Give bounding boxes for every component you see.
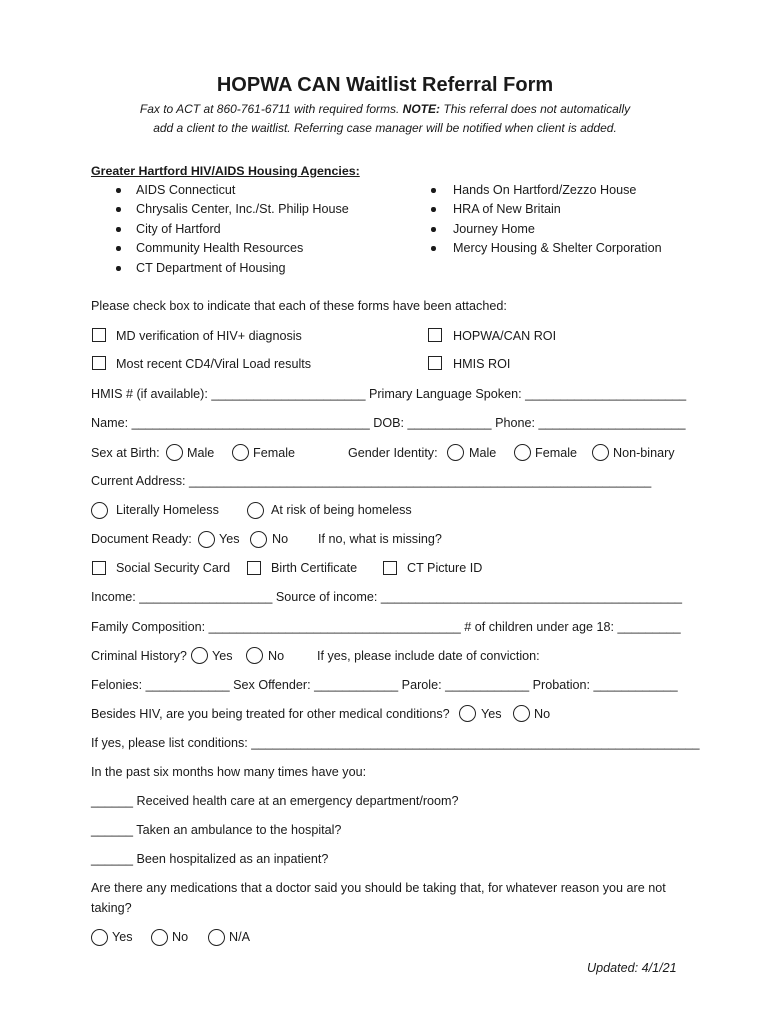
bullet-icon xyxy=(431,207,436,212)
bullet-icon xyxy=(431,188,436,193)
other-conditions-yes-label: Yes xyxy=(481,707,502,721)
hmis-roi-label: HMIS ROI xyxy=(453,357,511,371)
criminal-history-label: Criminal History? xyxy=(91,649,187,663)
criminal-no-label: No xyxy=(268,649,285,663)
family-composition-field[interactable]: Family Composition: ____________________________________ # of children under age 18: _________ xyxy=(91,620,681,634)
past-six-months-label: In the past six months how many times have you: xyxy=(91,765,367,779)
at-risk-label: At risk of being homeless xyxy=(271,503,412,517)
criminal-yes-label: Yes xyxy=(212,649,233,663)
agency-item: Chrysalis Center, Inc./St. Philip House xyxy=(136,202,349,216)
agency-item: Community Health Resources xyxy=(136,241,304,255)
doc-ready-no-label: No xyxy=(272,532,289,546)
bullet-icon xyxy=(116,266,121,271)
felonies-field[interactable]: Felonies: ____________ Sex Offender: ____________ Parole: ____________ Probation: ____________ xyxy=(91,678,678,692)
medications-na-label: N/A xyxy=(229,930,250,944)
other-conditions-label: Besides HIV, are you being treated for other medical conditions? xyxy=(91,707,450,721)
attach-instruction: Please check box to indicate that each of these forms have been attached: xyxy=(91,299,507,313)
criminal-yes-radio[interactable] xyxy=(191,647,208,664)
gender-identity-label: Gender Identity: xyxy=(348,446,438,460)
current-address-field[interactable]: Current Address: __________________________________________________________________ xyxy=(91,474,652,488)
literally-homeless-radio[interactable] xyxy=(91,502,108,519)
birth-cert-label: Birth Certificate xyxy=(271,561,358,575)
criminal-no-radio[interactable] xyxy=(246,647,263,664)
note-label: NOTE: xyxy=(402,102,441,116)
other-conditions-no-label: No xyxy=(534,707,551,721)
hopwa-roi-checkbox[interactable] xyxy=(428,328,442,342)
at-risk-radio[interactable] xyxy=(247,502,264,519)
medications-yes-radio[interactable] xyxy=(91,929,108,946)
sex-male-radio[interactable] xyxy=(166,444,183,461)
er-visits-field[interactable]: ______ Received health care at an emergency department/room? xyxy=(91,794,459,808)
ct-id-checkbox[interactable] xyxy=(383,561,397,575)
md-verification-label: MD verification of HIV+ diagnosis xyxy=(116,329,302,343)
income-field[interactable]: Income: ___________________ Source of income: ___________________________________________ xyxy=(91,590,683,604)
inpatient-field[interactable]: ______ Been hospitalized as an inpatient? xyxy=(91,852,329,866)
gender-nonbinary-label: Non-binary xyxy=(613,446,675,460)
sex-male-label: Male xyxy=(187,446,215,460)
agency-item: City of Hartford xyxy=(136,222,221,236)
gender-nonbinary-radio[interactable] xyxy=(592,444,609,461)
gender-female-label: Female xyxy=(535,446,577,460)
gender-male-label: Male xyxy=(469,446,497,460)
medications-no-radio[interactable] xyxy=(151,929,168,946)
hmis-roi-checkbox[interactable] xyxy=(428,356,442,370)
form-title: HOPWA CAN Waitlist Referral Form xyxy=(216,74,554,96)
form-subtitle-line1 xyxy=(0,100,770,119)
cd4-label: Most recent CD4/Viral Load results xyxy=(116,357,312,371)
agencies-heading: Greater Hartford HIV/AIDS Housing Agencies: xyxy=(91,164,360,178)
ambulance-field[interactable]: ______ Taken an ambulance to the hospital? xyxy=(91,823,342,837)
cd4-checkbox[interactable] xyxy=(92,356,106,370)
sex-female-label: Female xyxy=(253,446,295,460)
doc-ready-yes-label: Yes xyxy=(219,532,240,546)
name-dob-phone-field[interactable]: Name: __________________________________ DOB: ____________ Phone: _____________________ xyxy=(91,416,686,430)
medications-no-label: No xyxy=(172,930,189,944)
agency-item: AIDS Connecticut xyxy=(136,183,236,197)
document-ready-label: Document Ready: xyxy=(91,532,192,546)
gender-male-radio[interactable] xyxy=(447,444,464,461)
form-subtitle-line2: add a client to the waitlist. Referring case manager will be notified when client is added. xyxy=(153,121,617,135)
agency-item: Hands On Hartford/Zezzo House xyxy=(453,183,637,197)
other-conditions-yes-radio[interactable] xyxy=(459,705,476,722)
list-conditions-field[interactable]: If yes, please list conditions: ________________________________________________________________ xyxy=(91,736,700,750)
bullet-icon xyxy=(116,246,121,251)
bullet-icon xyxy=(116,227,121,232)
hmis-language-field[interactable]: HMIS # (if available): ______________________ Primary Language Spoken: _______________________ xyxy=(91,387,687,401)
bullet-icon xyxy=(116,207,121,212)
medications-question-line1: Are there any medications that a doctor said you should be taking that, for whatever reason you are not xyxy=(91,881,666,895)
medications-question-line2: taking? xyxy=(91,901,132,915)
ssc-label: Social Security Card xyxy=(116,561,231,575)
agency-item: Mercy Housing & Shelter Corporation xyxy=(453,241,662,255)
ssc-checkbox[interactable] xyxy=(92,561,106,575)
agency-item: Journey Home xyxy=(453,222,535,236)
if-no-missing-label: If no, what is missing? xyxy=(318,532,442,546)
agency-item: HRA of New Britain xyxy=(453,202,561,216)
literally-homeless-label: Literally Homeless xyxy=(116,503,219,517)
hopwa-roi-label: HOPWA/CAN ROI xyxy=(453,329,557,343)
subtitle-text: Fax to ACT at 860-761-6711 with required forms. xyxy=(139,102,400,116)
subtitle-text-2: This referral does not automatically xyxy=(443,102,631,116)
sex-at-birth-label: Sex at Birth: xyxy=(91,446,160,460)
sex-female-radio[interactable] xyxy=(232,444,249,461)
doc-ready-yes-radio[interactable] xyxy=(198,531,215,548)
medications-na-radio[interactable] xyxy=(208,929,225,946)
updated-date: Updated: 4/1/21 xyxy=(587,961,677,975)
agency-item: CT Department of Housing xyxy=(136,261,286,275)
bullet-icon xyxy=(431,227,436,232)
medications-yes-label: Yes xyxy=(112,930,133,944)
other-conditions-no-radio[interactable] xyxy=(513,705,530,722)
birth-cert-checkbox[interactable] xyxy=(247,561,261,575)
gender-female-radio[interactable] xyxy=(514,444,531,461)
bullet-icon xyxy=(116,188,121,193)
if-yes-conviction-label: If yes, please include date of conviction: xyxy=(317,649,540,663)
md-verification-checkbox[interactable] xyxy=(92,328,106,342)
bullet-icon xyxy=(431,246,436,251)
doc-ready-no-radio[interactable] xyxy=(250,531,267,548)
ct-id-label: CT Picture ID xyxy=(407,561,483,575)
